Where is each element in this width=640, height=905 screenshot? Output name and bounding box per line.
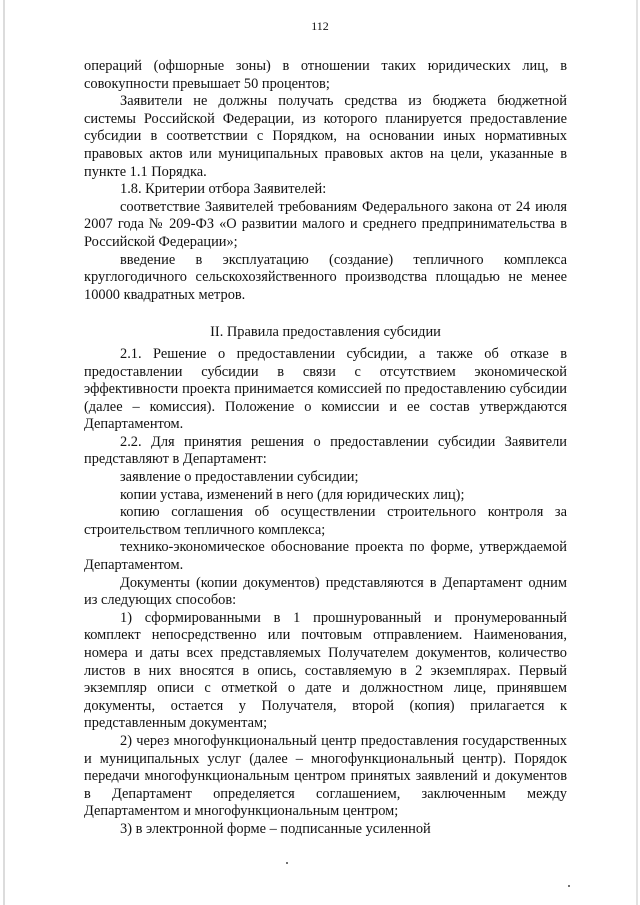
paragraph: 1.8. Критерии отбора Заявителей: bbox=[120, 181, 327, 198]
paragraph: 2.2. Для принятия решения о предоставлении субсидии Заявители представляют в Департамент: bbox=[84, 433, 567, 468]
section-heading: II. Правила предоставления субсидии bbox=[210, 324, 441, 341]
paragraph: введение в эксплуатацию (создание) тепличного комплекса круглогодичного сельскохозяйственного производства площадью не менее 10000 квадратных метров. bbox=[84, 251, 567, 303]
document-body bbox=[84, 58, 567, 839]
scan-speck bbox=[286, 862, 288, 864]
scan-speck bbox=[568, 885, 570, 887]
list-item: 1) сформированными в 1 прошнурованный и пронумерованный комплект непосредственно или почтовым отправлением. Наименования, номера и даты всех представляемых Получателем документов, количество листов в них вносятся в опись, составляемую в 2 экземплярах. Первый экземпляр описи с отметкой о дате и должностном лице, принявшем документы, остается у Получателя, второй (копия) прилагается к представленным документам; bbox=[84, 609, 567, 732]
list-item: заявление о предоставлении субсидии; bbox=[120, 469, 359, 486]
paragraph: соответствие Заявителей требованиям Федерального закона от 24 июля 2007 года № 209-ФЗ «О развитии малого и среднего предпринимательства в Российской Федерации»; bbox=[84, 198, 567, 250]
paragraph: операций (офшорные зоны) в отношении таких юридических лиц, в совокупности превышает 50 процентов; bbox=[84, 58, 567, 92]
page-number: 112 bbox=[311, 19, 329, 33]
list-item: 3) в электронной форме – подписанные усиленной bbox=[120, 820, 431, 837]
list-item: копию соглашения об осуществлении строительного контроля за строительством тепличного комплекса; bbox=[84, 504, 567, 538]
list-item: копии устава, изменений в него (для юридических лиц); bbox=[120, 486, 465, 503]
scan-left-edge bbox=[3, 0, 5, 905]
list-item: технико-экономическое обоснование проекта по форме, утверждаемой Департаментом. bbox=[84, 539, 567, 574]
paragraph: 2.1. Решение о предоставлении субсидии, а также об отказе в предоставлении субсидии в связи с отсутствием экономической эффективности проекта принимается комиссией по предоставлению субсидии (далее – комиссия). Положение о комиссии и ее состав утверждаются Департаментом. bbox=[84, 345, 567, 433]
paragraph: Документы (копии документов) представляются в Департамент одним из следующих способов: bbox=[84, 574, 567, 609]
list-item: 2) через многофункциональный центр предоставления государственных и муниципальных услуг (далее – многофункциональный центр). Порядок передачи многофункциональным центром принятых заявлений и документов в Департамент определяется соглашением, заключенным между Департаментом и многофункциональным центром; bbox=[84, 732, 567, 820]
paragraph: Заявители не должны получать средства из бюджета бюджетной системы Российской Федерации, из которого планируется предоставление субсидии в соответствии с Порядком, на основании иных нормативных правовых актов или муниципальных правовых актов на цели, указанные в пункте 1.1 Порядка. bbox=[84, 93, 567, 180]
scan-right-edge bbox=[636, 0, 638, 905]
